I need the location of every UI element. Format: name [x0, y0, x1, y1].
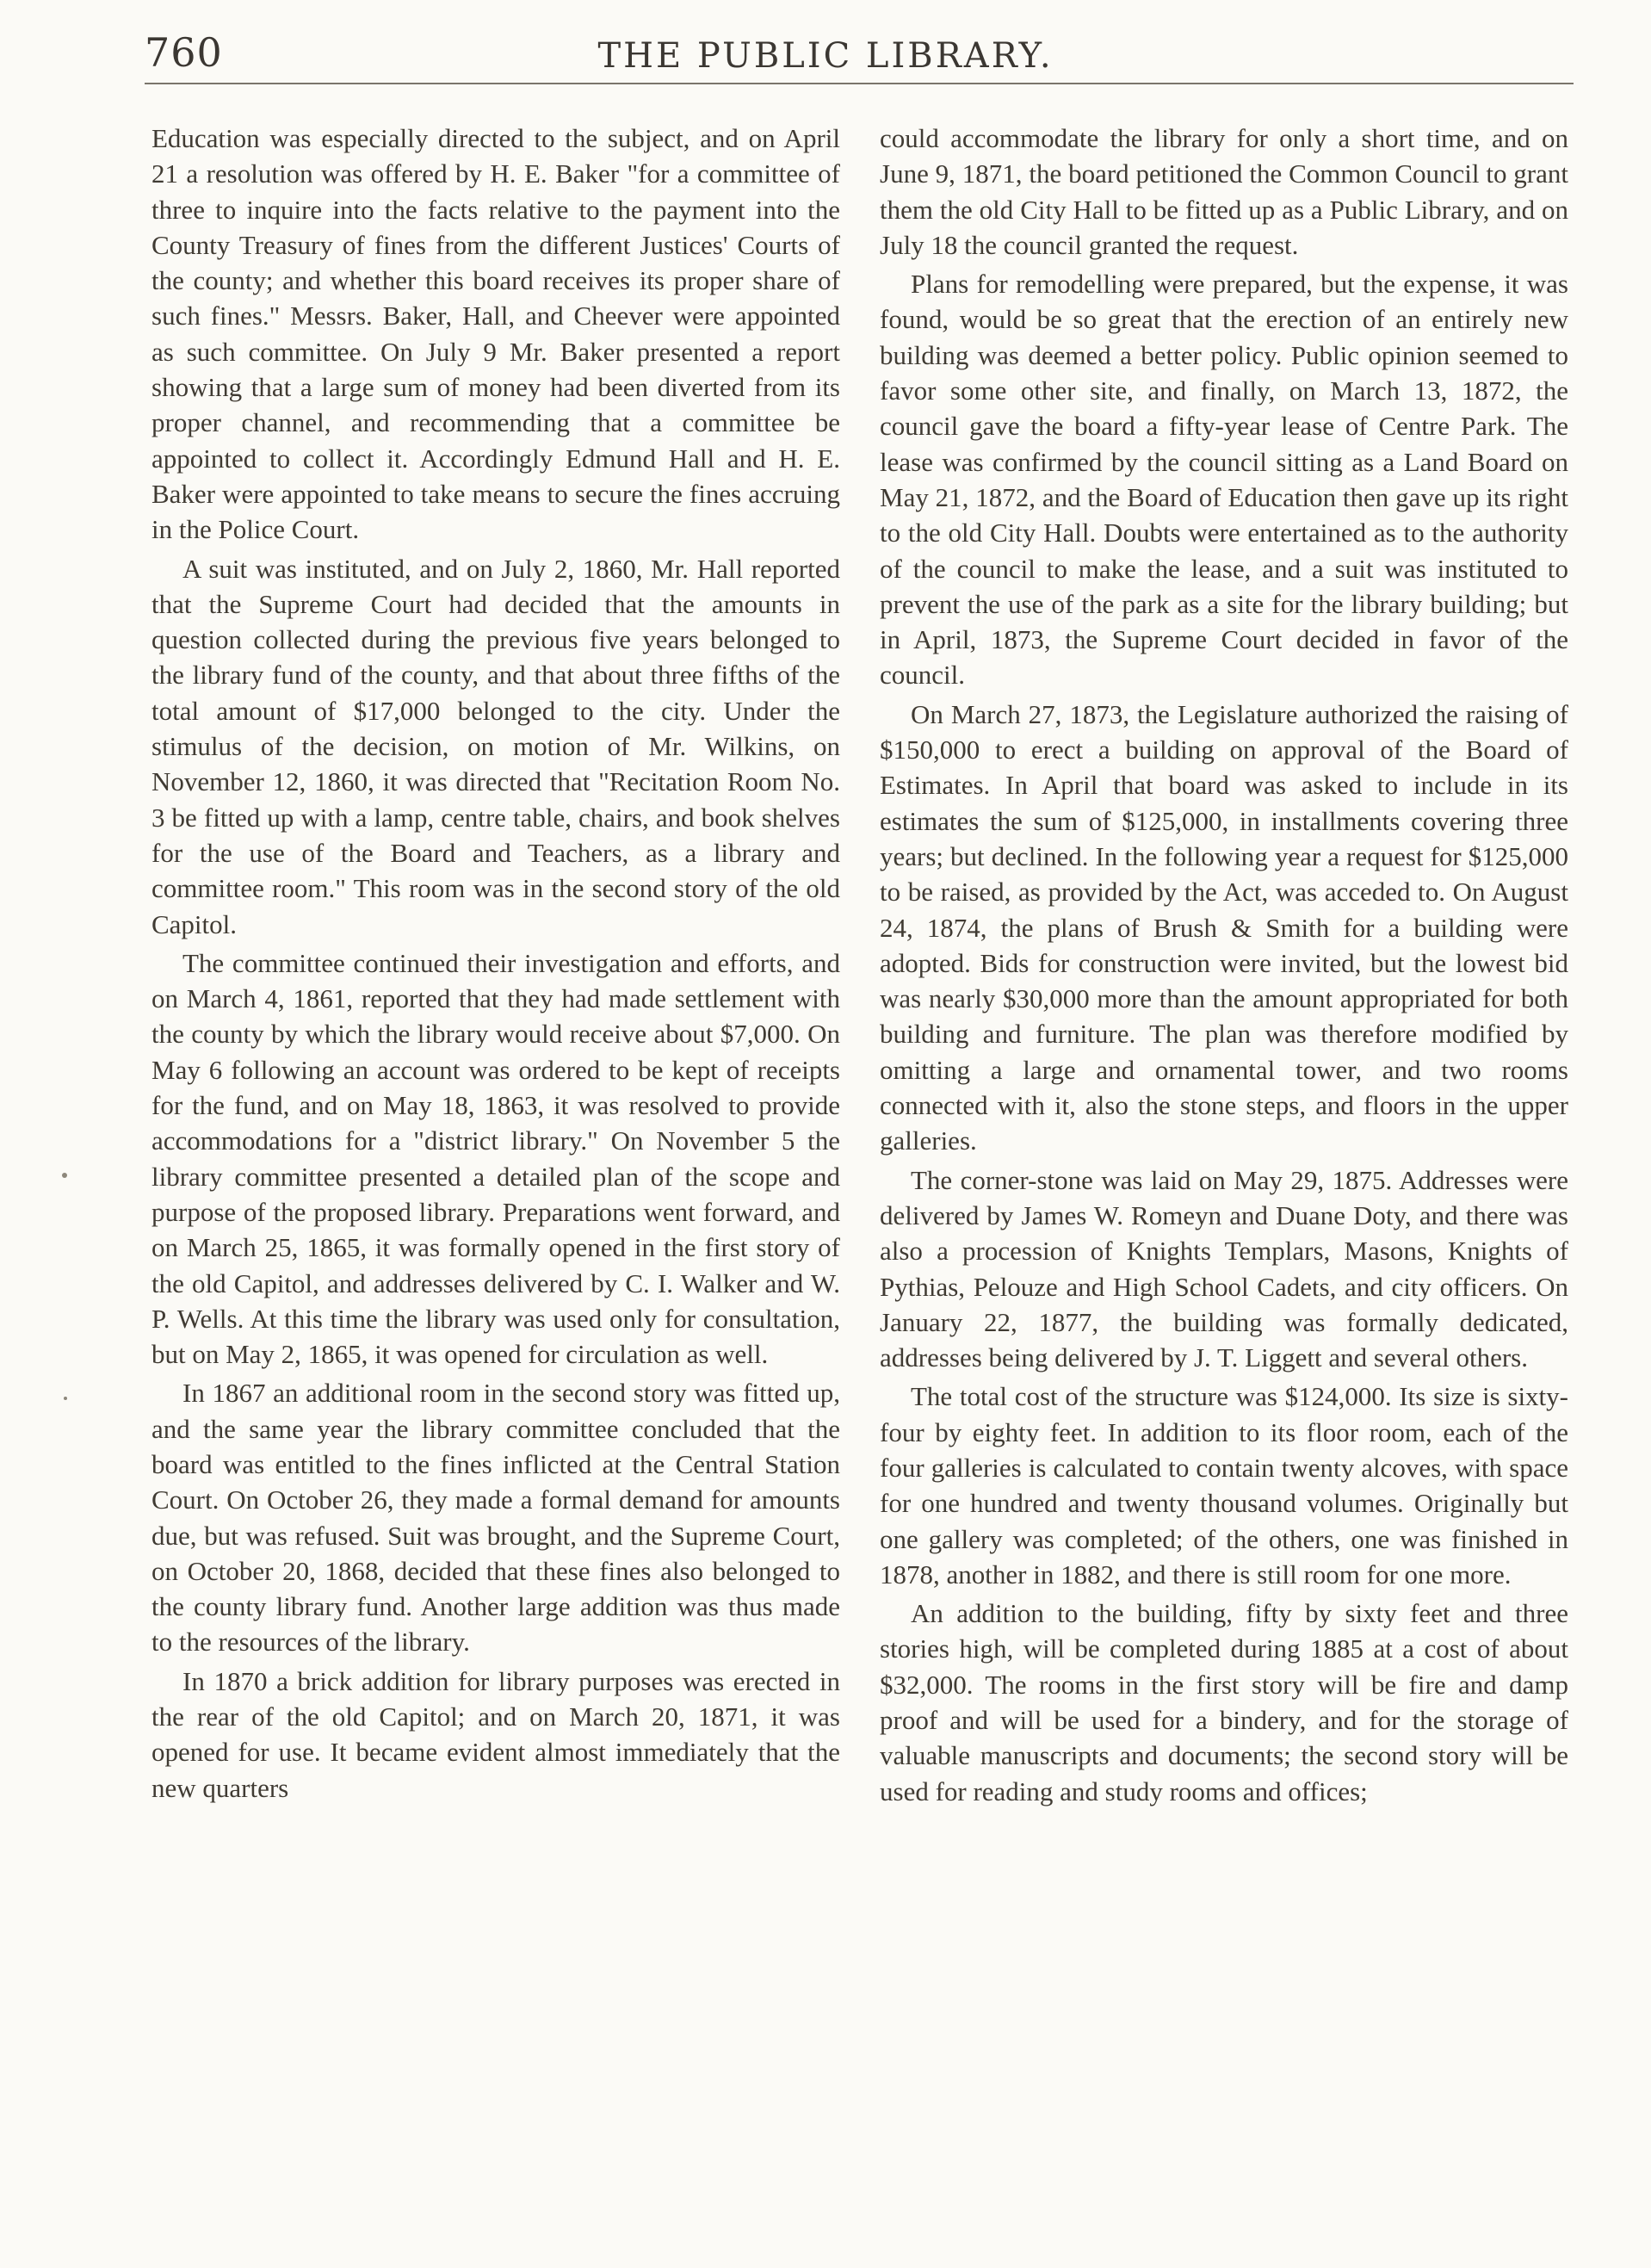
paragraph: could accommodate the library for only a short time, and on June 9, 1871, the board petitioned the Common Council to grant them the old City Hall to be fitted up as a Public Library, and on July 18 the council granted the request. — [880, 123, 1568, 260]
running-title: THE PUBLIC LIBRARY. — [597, 36, 1054, 76]
paragraph: The corner-stone was laid on May 29, 1875. Addresses were delivered by James W. Romeyn and Duane Doty, and there was also a procession of Knights Templars, Masons, Knights of Pythias, Pelouze and High School Cadets, and city officers. On January 22, 1877, the building was formally dedicated, addresses being delivered by J. T. Liggett and several others. — [880, 1164, 1568, 1373]
paragraph: An addition to the building, fifty by sixty feet and three stories high, will be completed during 1885 at a cost of about $32,000. The rooms in the first story will be fire and damp proof and will be used for a bindery, and for the storage of valuable manuscripts and documents; the second story will be used for reading and study rooms and offices; — [880, 1598, 1568, 1806]
paragraph: In 1867 an additional room in the second story was fitted up, and the same year the library committee concluded that the board was entitled to the fines inflicted at the Central Station Court. On October 26, they made a formal demand for amounts due, but was refused. Suit was brought, and the Supreme Court, on October 20, 1868, decided that these fines also belonged to the county library fund. Another large addition was thus made to the resources of the library. — [151, 1378, 840, 1658]
ink-speck — [62, 1173, 67, 1178]
paragraph: The total cost of the structure was $124,000. Its size is sixty-four by eighty feet. In addition to its floor room, each of the four galleries is calculated to contain twenty alcoves, with space for one hundred and twenty thousand volumes. Originally but one gallery was completed; of the others, one was finished in 1878, another in 1882, and there is still room for one more. — [880, 1381, 1568, 1589]
right-column — [880, 121, 1568, 1809]
paragraph: In 1870 a brick addition for library purposes was erected in the rear of the old Capitol; and on March 20, 1871, it was opened for use. It became evident almost immediately that the new quarters — [151, 1665, 840, 1803]
left-column — [151, 121, 840, 1806]
ink-speck — [64, 1397, 67, 1400]
header-rule — [145, 83, 1574, 84]
paragraph: A suit was instituted, and on July 2, 1860, Mr. Hall reported that the Supreme Court had decided that the amounts in question collected during the previous five years belonged to the library fund of the county, and that about three fifths of the total amount of $17,000 belonged to the city. Under the stimulus of the decision, on motion of Mr. Wilkins, on November 12, 1860, it was directed that "Recitation Room No. 3 be fitted up with a lamp, centre table, chairs, and book shelves for the use of the Board and Teachers, as a library and committee room." This room was in the second story of the old Capitol. — [151, 553, 840, 939]
paragraph: Education was especially directed to the subject, and on April 21 a resolution was offered by H. E. Baker "for a committee of three to inquire into the facts relative to the payment into the County Treasury of fines from the different Justices' Courts of the county; and whether this board receives its proper share of such fines." Messrs. Baker, Hall, and Cheever were appointed as such committee. On July 9 Mr. Baker presented a report showing that a large sum of money had been diverted from its proper channel, and recommending that a committee be appointed to collect it. Accordingly Edmund Hall and H. E. Baker were appointed to take means to secure the fines accruing in the Police Court. — [151, 123, 840, 545]
paragraph: On March 27, 1873, the Legislature authorized the raising of $150,000 to erect a building on approval of the Board of Estimates. In April that board was asked to include in its estimates the sum of $125,000, in installments covering three years; but declined. In the following year a request for $125,000 to be raised, as provided by the Act, was acceded to. On August 24, 1874, the plans of Brush & Smith for a building were adopted. Bids for construction were invited, but the lowest bid was nearly $30,000 more than the amount appropriated for both building and furniture. The plan was therefore modified by omitting a large and ornamental tower, and two rooms connected with it, also the stone steps, and floors in the upper galleries. — [880, 698, 1568, 1156]
paragraph: The committee continued their investigation and efforts, and on March 4, 1861, reported that they had made settlement with the county by which the library would receive about $7,000. On May 6 following an account was ordered to be kept of receipts for the fund, and on May 18, 1863, it was resolved to provide accommodations for a "district library." On November 5 the library committee presented a detailed plan of the scope and purpose of the proposed library. Preparations went forward, and on March 25, 1865, it was formally opened in the first story of the old Capitol, and addresses delivered by C. I. Walker and W. P. Wells. At this time the library was used only for consultation, but on May 2, 1865, it was opened for circulation as well. — [151, 947, 840, 1370]
page-number: 760 — [145, 29, 223, 76]
paragraph: Plans for remodelling were prepared, but the expense, it was found, would be so great that the erection of an entirely new building was deemed a better policy. Public opinion seemed to favor some other site, and finally, on March 13, 1872, the council gave the board a fifty-year lease of Centre Park. The lease was confirmed by the council sitting as a Land Board on May 21, 1872, and the Board of Education then gave up its right to the old City Hall. Doubts were entertained as to the authority of the council to make the lease, and a suit was instituted to prevent the use of the park as a site for the library building; but in April, 1873, the Supreme Court decided in favor of the council. — [880, 269, 1568, 691]
